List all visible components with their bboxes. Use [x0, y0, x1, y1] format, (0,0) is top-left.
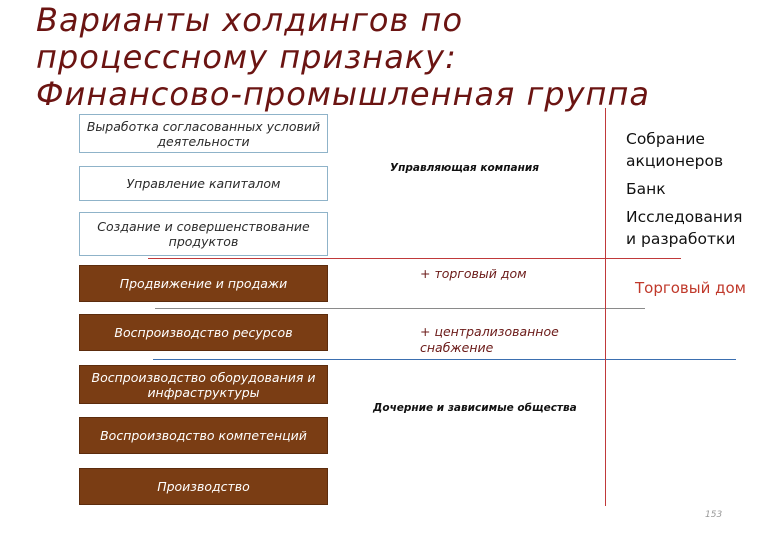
separator-line-upper — [148, 258, 681, 259]
subsidiaries-label: Дочерние и зависимые общества — [373, 402, 577, 414]
research-line-1: Исследования — [626, 208, 743, 226]
function-box-competencies: Воспроизводство компетенций — [79, 417, 328, 454]
shareholders-line-1: Собрание — [626, 130, 705, 148]
function-box-production: Производство — [79, 468, 328, 505]
vertical-divider — [605, 108, 606, 506]
research-line-2: и разработки — [626, 230, 736, 248]
bank-label: Банк — [626, 180, 666, 198]
page-number: 153 — [705, 510, 723, 520]
title-line-2: процессному признаку: — [36, 38, 457, 76]
group-members-list — [626, 128, 776, 254]
shareholders-meeting — [626, 128, 776, 172]
function-box-resources: Воспроизводство ресурсов — [79, 314, 328, 351]
title-line-1: Варианты холдингов по — [36, 1, 464, 39]
separator-line-lower — [153, 359, 736, 360]
shareholders-line-2: акционеров — [626, 152, 724, 170]
page-title — [36, 2, 766, 113]
supply-note — [420, 324, 559, 356]
supply-note-line-2: снабжение — [420, 340, 494, 355]
management-company-label: Управляющая компания — [390, 162, 539, 174]
separator-line-middle — [155, 308, 645, 309]
function-box-coordination: Выработка согласованных условий деятельности — [79, 114, 328, 153]
function-box-capital-management: Управление капиталом — [79, 166, 328, 201]
trading-house-note: + торговый дом — [420, 266, 527, 281]
function-box-sales: Продвижение и продажи — [79, 265, 328, 302]
function-box-equipment: Воспроизводство оборудования и инфраструктуры — [79, 365, 328, 404]
trading-house-label: Торговый дом — [635, 279, 746, 297]
function-box-product-development: Создание и совершенствование продуктов — [79, 212, 328, 256]
research-and-development — [626, 206, 776, 250]
title-line-3: Финансово-промышленная группа — [36, 75, 650, 113]
supply-note-line-1: + централизованное — [420, 324, 559, 339]
